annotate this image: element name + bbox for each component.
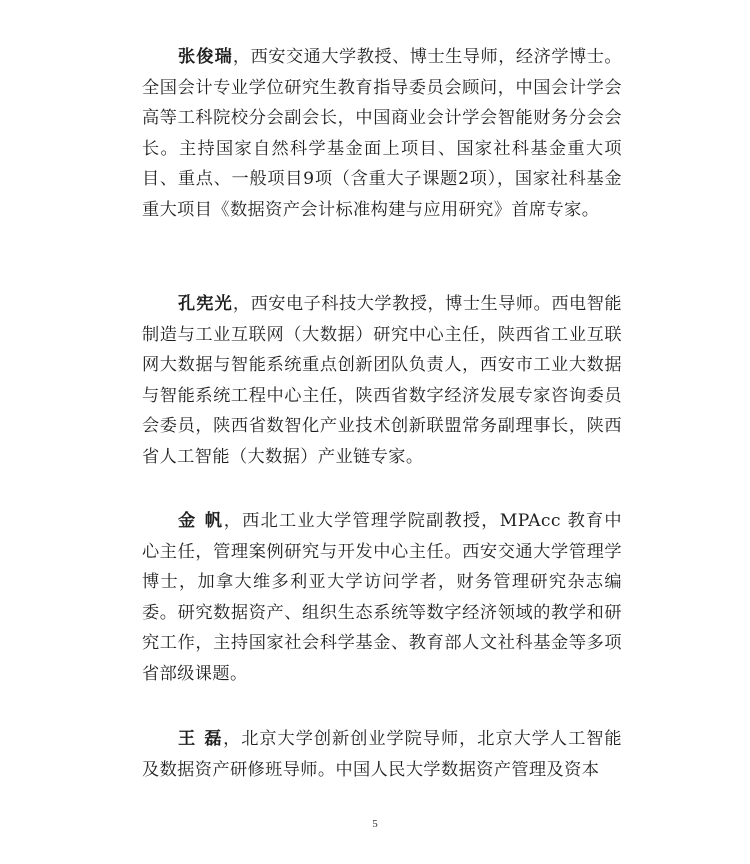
- bio-text: ，西安交通大学教授、博士生导师，经济学博士。全国会计专业学位研究生教育指导委员会顾问，中国会计学会高等工科院校分会副会长，中国商业会计学会智能财务分会会长。主持国家自然科学基金面上项目、国家社科基金重大项目、重点、一般项目9项（含重大子课题2项），国家社科基金重大项目《数据资产会计标准构建与应用研究》首席专家。: [142, 47, 622, 220]
- bio-name: 孔宪光: [178, 294, 233, 314]
- bio-text: ，西北工业大学管理学院副教授，MPAcc 教育中心主任，管理案例研究与开发中心主任。西安交通大学管理学博士，加拿大维多利亚大学访问学者，财务管理研究杂志编委。研究数据资产、组织生态系统等数字经济领域的教学和研究工作，主持国家社会科学基金、教育部人文社科基金等多项省部级课题。: [142, 511, 622, 684]
- bio-paragraph-jin-fan: [142, 506, 622, 690]
- bio-paragraph-zhang-junrui: [142, 42, 622, 226]
- bio-text: ，西安电子科技大学教授，博士生导师。西电智能制造与工业互联网（大数据）研究中心主任，陕西省工业互联网大数据与智能系统重点创新团队负责人，西安市工业大数据与智能系统工程中心主任，陕西省数字经济发展专家咨询委员会委员，陕西省数智化产业技术创新联盟常务副理事长，陕西省人工智能（大数据）产业链专家。: [142, 294, 622, 467]
- bio-name: 金 帆: [178, 511, 224, 531]
- bio-name: 王 磊: [178, 729, 224, 749]
- bio-text: ，北京大学创新创业学院导师，北京大学人工智能及数据资产研修班导师。中国人民大学数据资产管理及资本: [142, 729, 622, 780]
- bio-paragraph-kong-xianguang: [142, 289, 622, 473]
- page-number: 5: [372, 818, 378, 830]
- bio-name: 张俊瑞: [178, 47, 233, 67]
- bio-paragraph-wang-lei: [142, 724, 622, 785]
